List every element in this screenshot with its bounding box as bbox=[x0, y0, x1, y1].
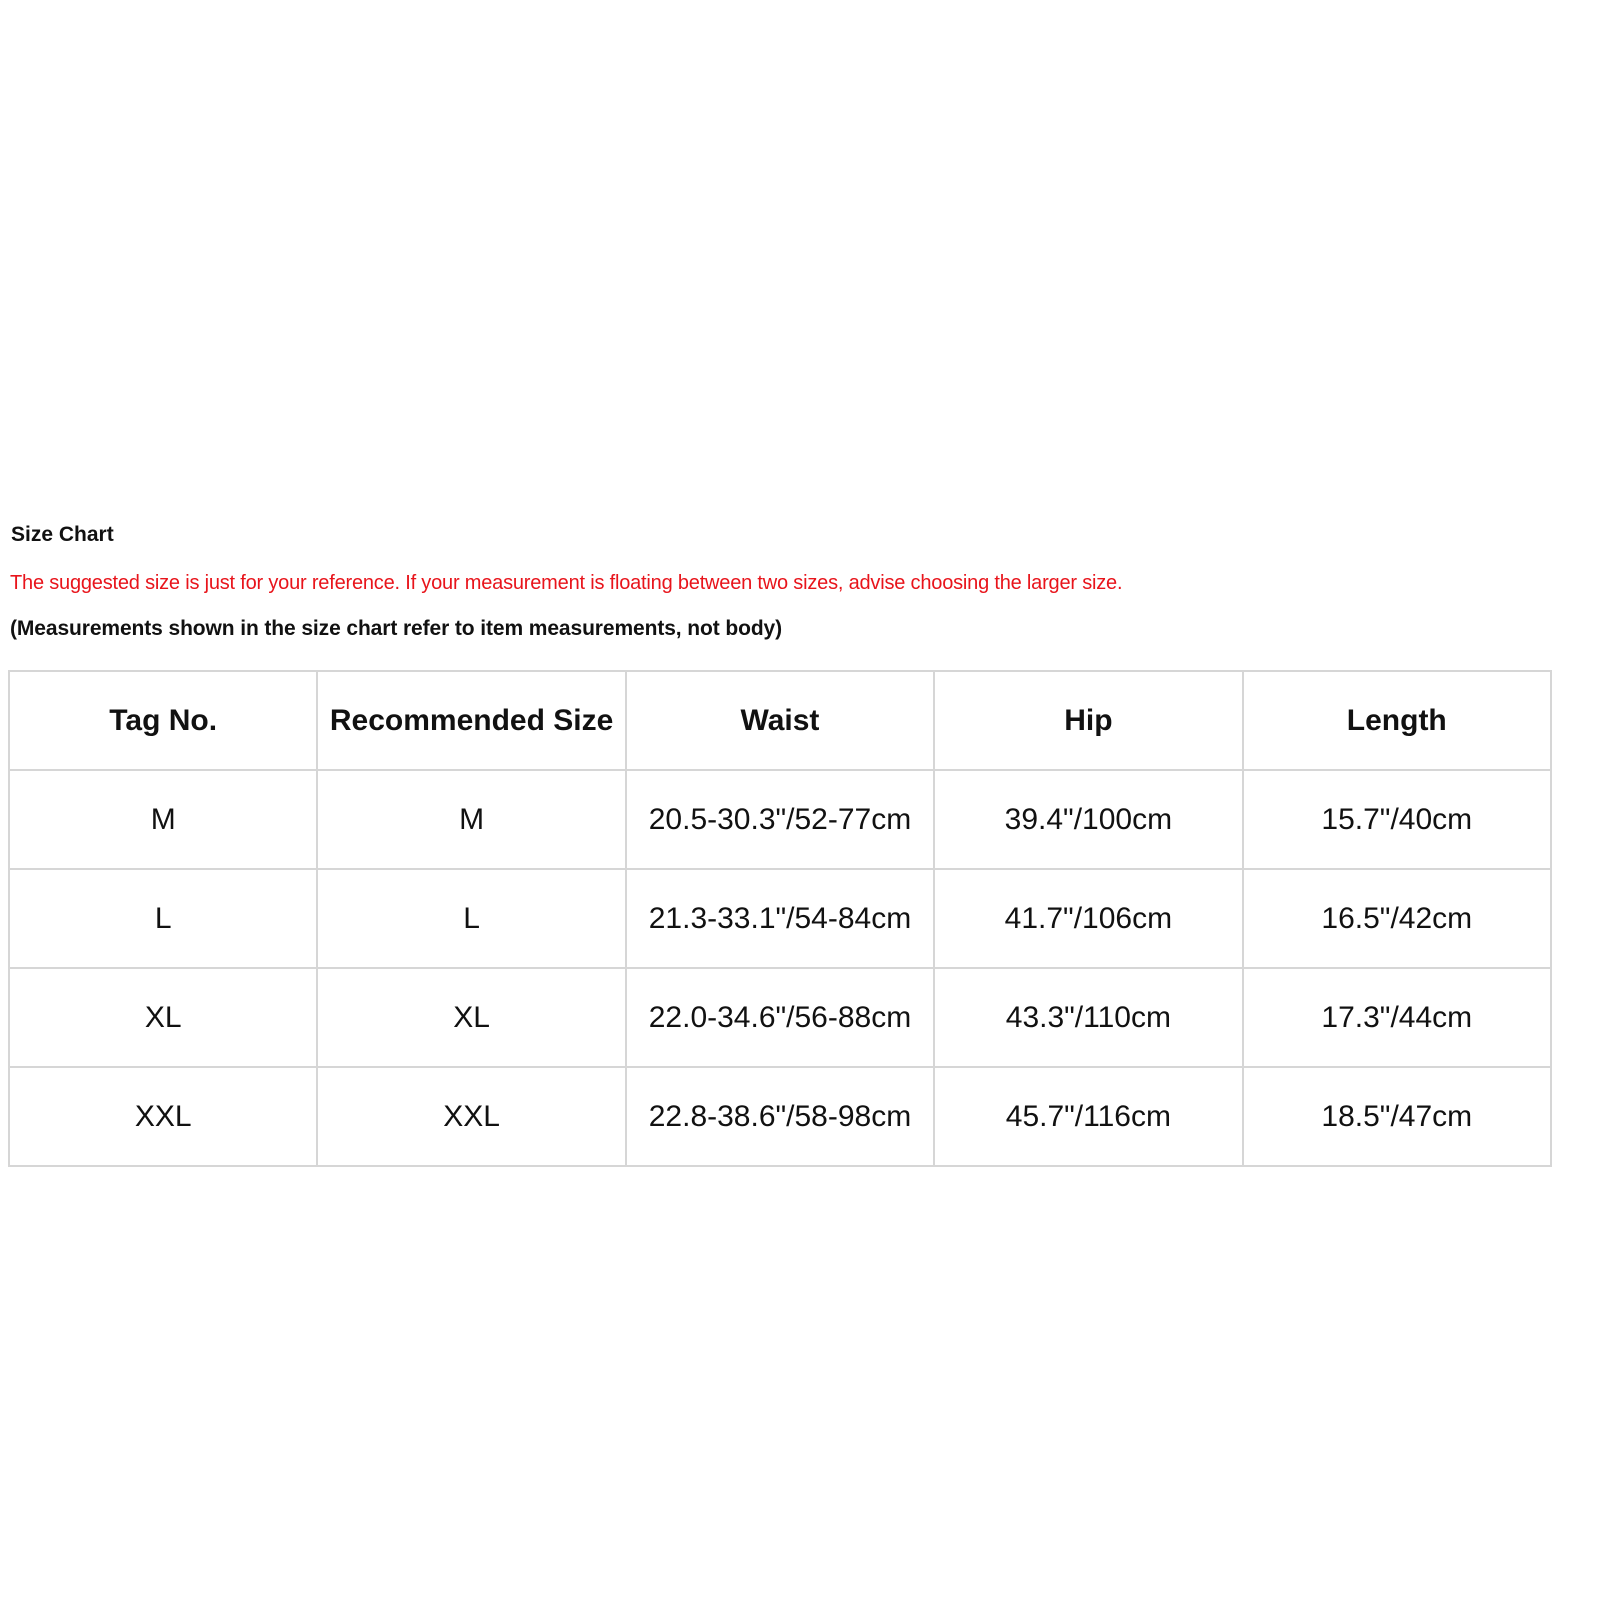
cell-hip: 43.3"/110cm bbox=[934, 968, 1242, 1067]
size-table bbox=[8, 670, 1552, 1167]
cell-waist: 20.5-30.3"/52-77cm bbox=[626, 770, 934, 869]
table-row bbox=[9, 1067, 1551, 1166]
table-row bbox=[9, 869, 1551, 968]
cell-length: 17.3"/44cm bbox=[1243, 968, 1551, 1067]
cell-length: 16.5"/42cm bbox=[1243, 869, 1551, 968]
table-header-row bbox=[9, 671, 1551, 770]
cell-tag-no: XL bbox=[9, 968, 317, 1067]
header-waist: Waist bbox=[626, 671, 934, 770]
header-length: Length bbox=[1243, 671, 1551, 770]
size-chart-header bbox=[10, 522, 1570, 642]
cell-recommended-size: XXL bbox=[317, 1067, 625, 1166]
cell-length: 15.7"/40cm bbox=[1243, 770, 1551, 869]
reference-note: The suggested size is just for your reference. If your measurement is floating between two sizes, advise choosing the larger size. bbox=[10, 572, 1123, 594]
table-row bbox=[9, 770, 1551, 869]
cell-tag-no: XXL bbox=[9, 1067, 317, 1166]
cell-tag-no: M bbox=[9, 770, 317, 869]
header-tag-no: Tag No. bbox=[9, 671, 317, 770]
table-row bbox=[9, 968, 1551, 1067]
cell-recommended-size: XL bbox=[317, 968, 625, 1067]
header-recommended-size: Recommended Size bbox=[317, 671, 625, 770]
cell-hip: 39.4"/100cm bbox=[934, 770, 1242, 869]
cell-recommended-size: L bbox=[317, 869, 625, 968]
cell-waist: 22.8-38.6"/58-98cm bbox=[626, 1067, 934, 1166]
measurement-note: (Measurements shown in the size chart refer to item measurements, not body) bbox=[10, 617, 783, 640]
cell-hip: 45.7"/116cm bbox=[934, 1067, 1242, 1166]
cell-recommended-size: M bbox=[317, 770, 625, 869]
cell-waist: 22.0-34.6"/56-88cm bbox=[626, 968, 934, 1067]
header-hip: Hip bbox=[934, 671, 1242, 770]
cell-tag-no: L bbox=[9, 869, 317, 968]
cell-hip: 41.7"/106cm bbox=[934, 869, 1242, 968]
cell-waist: 21.3-33.1"/54-84cm bbox=[626, 869, 934, 968]
cell-length: 18.5"/47cm bbox=[1243, 1067, 1551, 1166]
chart-title: Size Chart bbox=[11, 523, 114, 546]
